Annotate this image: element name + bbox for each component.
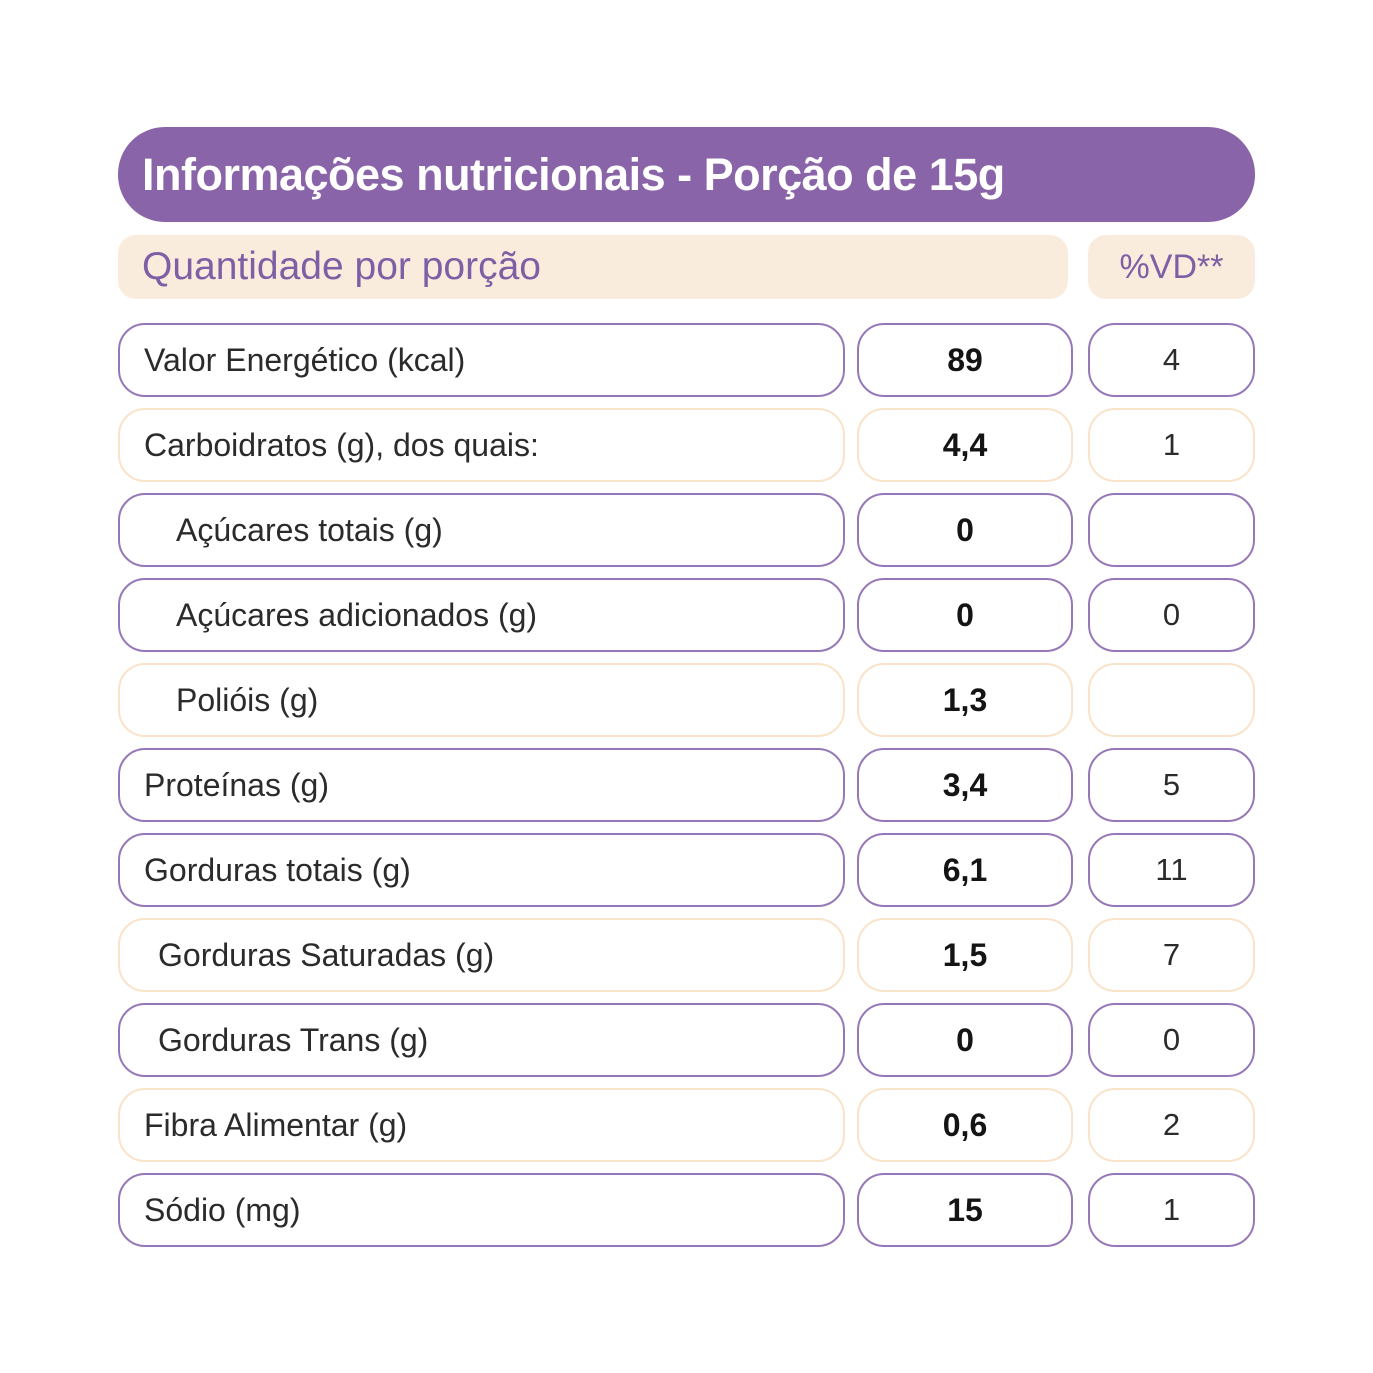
row-daily-value: 7 xyxy=(1162,937,1181,972)
row-label-cell xyxy=(118,578,845,652)
row-value-cell xyxy=(857,323,1073,397)
nutrition-table xyxy=(118,323,1255,1247)
row-daily-value-cell xyxy=(1088,323,1255,397)
row-value-cell xyxy=(857,918,1073,992)
row-label: Valor Energético (kcal) xyxy=(144,341,466,378)
table-row xyxy=(118,408,1255,482)
row-daily-value-cell xyxy=(1088,748,1255,822)
table-row xyxy=(118,323,1255,397)
row-daily-value: 11 xyxy=(1155,852,1188,887)
row-daily-value: 5 xyxy=(1162,767,1181,802)
row-label: Açúcares totais (g) xyxy=(176,511,443,548)
row-daily-value-cell xyxy=(1088,1003,1255,1077)
row-value: 1,3 xyxy=(942,681,988,718)
column-header-quantity xyxy=(118,235,1068,299)
row-value: 1,5 xyxy=(942,936,988,973)
row-value-cell xyxy=(857,833,1073,907)
row-daily-value: 1 xyxy=(1162,427,1181,462)
row-daily-value: 0 xyxy=(1162,597,1181,632)
row-label: Proteínas (g) xyxy=(144,766,329,803)
row-label-cell xyxy=(118,833,845,907)
row-label-cell xyxy=(118,748,845,822)
row-value: 0 xyxy=(956,1021,974,1058)
row-label: Fibra Alimentar (g) xyxy=(144,1106,408,1143)
row-value-cell xyxy=(857,578,1073,652)
row-label: Polióis (g) xyxy=(176,681,319,718)
label-content xyxy=(118,127,1255,1258)
row-value: 4,4 xyxy=(942,426,988,463)
row-value-cell xyxy=(857,1003,1073,1077)
row-value: 0 xyxy=(956,596,974,633)
row-daily-value-cell xyxy=(1088,663,1255,737)
table-row xyxy=(118,833,1255,907)
row-label-cell xyxy=(118,1088,845,1162)
table-row xyxy=(118,493,1255,567)
row-label: Carboidratos (g), dos quais: xyxy=(144,426,539,463)
row-value-cell xyxy=(857,663,1073,737)
row-value: 0,6 xyxy=(942,1106,988,1143)
row-value-cell xyxy=(857,408,1073,482)
row-daily-value-cell xyxy=(1088,578,1255,652)
row-value-cell xyxy=(857,493,1073,567)
row-label: Sódio (mg) xyxy=(144,1191,301,1228)
row-daily-value-cell xyxy=(1088,493,1255,567)
row-value-cell xyxy=(857,748,1073,822)
row-daily-value-cell xyxy=(1088,918,1255,992)
row-value: 3,4 xyxy=(942,766,988,803)
row-daily-value-cell xyxy=(1088,1173,1255,1247)
row-value: 0 xyxy=(956,511,974,548)
row-daily-value: 0 xyxy=(1162,1022,1181,1057)
row-label-cell xyxy=(118,1173,845,1247)
column-header-quantity-label: Quantidade por porção xyxy=(142,245,541,288)
column-headers xyxy=(118,235,1255,299)
table-row xyxy=(118,1088,1255,1162)
row-daily-value-cell xyxy=(1088,408,1255,482)
table-row xyxy=(118,578,1255,652)
table-row xyxy=(118,663,1255,737)
column-header-daily-value-label: %VD** xyxy=(1119,247,1224,286)
table-row xyxy=(118,1173,1255,1247)
row-label-cell xyxy=(118,663,845,737)
row-daily-value-cell xyxy=(1088,833,1255,907)
page-title: Informações nutricionais - Porção de 15g xyxy=(142,148,1005,200)
row-label-cell xyxy=(118,493,845,567)
row-daily-value: 2 xyxy=(1162,1107,1181,1142)
row-label-cell xyxy=(118,918,845,992)
table-row xyxy=(118,748,1255,822)
row-daily-value: 4 xyxy=(1162,342,1181,377)
row-label-cell xyxy=(118,1003,845,1077)
row-label-cell xyxy=(118,408,845,482)
row-label: Gorduras Saturadas (g) xyxy=(158,936,495,973)
row-value-cell xyxy=(857,1088,1073,1162)
row-value: 15 xyxy=(947,1191,983,1228)
row-value: 6,1 xyxy=(942,851,988,888)
row-value-cell xyxy=(857,1173,1073,1247)
row-label: Gorduras totais (g) xyxy=(144,851,411,888)
title-bar xyxy=(118,127,1255,222)
column-header-daily-value xyxy=(1088,235,1255,299)
row-label: Gorduras Trans (g) xyxy=(158,1021,429,1058)
row-label: Açúcares adicionados (g) xyxy=(176,596,538,633)
table-row xyxy=(118,918,1255,992)
row-value: 89 xyxy=(947,341,983,378)
table-row xyxy=(118,1003,1255,1077)
row-daily-value-cell xyxy=(1088,1088,1255,1162)
row-daily-value: 1 xyxy=(1162,1192,1181,1227)
row-label-cell xyxy=(118,323,845,397)
